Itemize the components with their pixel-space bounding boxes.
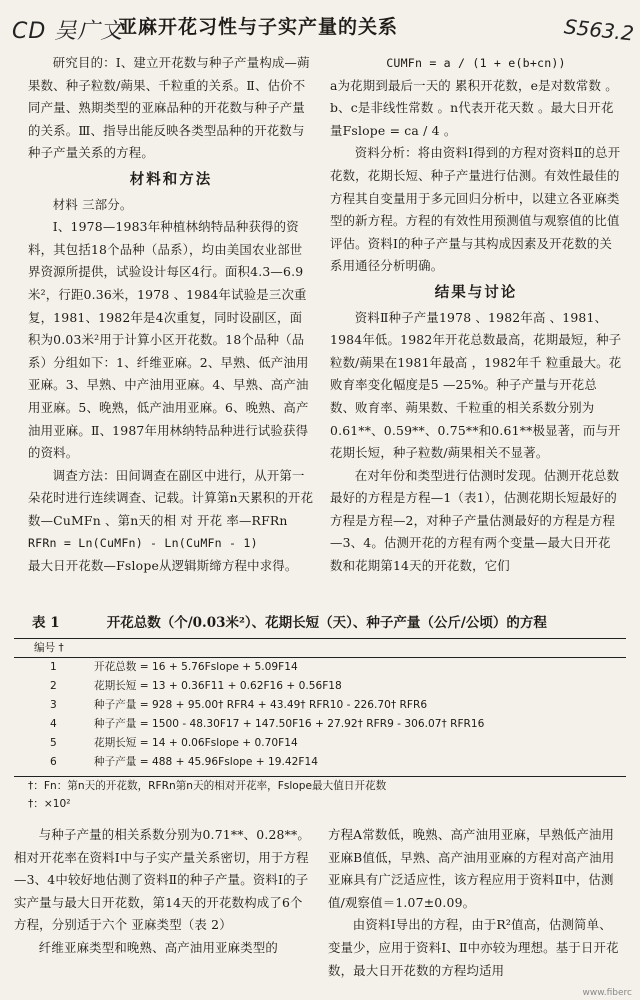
bottom-right-column: [328, 824, 624, 982]
materials-line: 材料 三部分。: [52, 196, 133, 212]
bottom-left-column: [14, 824, 312, 960]
handwritten-annotation-left: CD 吴广文: [12, 19, 124, 44]
table-row-equation: 种子产量 = 1500 - 48.30F17 + 147.50F16 + 27.92† RFR9 - 306.07† RFR16: [94, 718, 485, 730]
table-row-equation: 种子产量 = 488 + 45.96Fslope + 19.42F14: [94, 756, 318, 768]
handwritten-annotation-right: S563.2: [562, 14, 636, 46]
table-note-1: †：Fn：第n天的开花数，RFRn第n天的相对开花率，Fslope最大值日开花数: [28, 780, 387, 792]
table-row: [14, 715, 626, 734]
table-number: 表 1: [32, 615, 60, 631]
table-row-equation: 种子产量 = 928 + 95.00† RFR4 + 43.49† RFR10 - 226.70† RFR6: [94, 699, 428, 711]
table-row: [14, 753, 626, 772]
results-paragraph-1: 资料Ⅱ种子产量1978 、1982年高 、1981、1984年低。1982年开花总数最高，花期最短，种子粒数/蒴果在1981年最高 ，1982年千 粒重最大。花败育率变化幅度是5 —25%。种子产量与开花总数、败育率、蒴果数、千粒重的相关系数分别为0.61**、0.59**、0.75**和0.61**极显著，而与开花期长短，种子粒数/蒴果相关不显著。: [330, 309, 622, 461]
survey-method-paragraph: 调查方法：田间调查在副区中进行，从开第一朵花时进行连续调查、记载。计算第n天累积的开花数—CuMFn 、第n天的相 对 开花 率—RFRn: [28, 467, 314, 528]
table-row-number: 1: [50, 661, 57, 673]
table-row-number: 3: [50, 699, 57, 711]
table-row: [14, 677, 626, 696]
table-row-equation: 花期长短 = 14 + 0.06Fslope + 0.70F14: [94, 737, 298, 749]
bottom-right-paragraph-2: 由资料Ⅰ导出的方程，由于R²值高，估测简单、变量少，应用于资料Ⅰ、Ⅱ中亦较为理想。基于日开花数，最大日开花数的方程均适用: [328, 917, 619, 978]
table-caption: [14, 612, 626, 634]
article-title: 亚麻开花习性与子实产量的关系: [118, 16, 399, 38]
table-row: [14, 658, 626, 677]
rfr-formula: RFRn = Ln(CuMFn) - Ln(CuMFn - 1): [28, 536, 258, 551]
results-paragraph-2: 在对年份和类型进行估测时发现。估测开花总数最好的方程是方程—1（表1），估测花期长短最好的方程是方程—2，对种子产量估测最好的方程是方程—3、4。估测开花的方程有两个变量—最大日开花数和花期第14天的开花数，它们: [330, 467, 620, 574]
fslope-sentence: 最大日开花数—Fslope从逻辑斯缔方程中求得。: [28, 558, 298, 574]
left-column: [28, 52, 314, 578]
table-row: [14, 696, 626, 715]
bottom-left-paragraph-2: 纤维亚麻类型和晚熟、高产油用亚麻类型的: [38, 939, 279, 955]
table-body: [14, 658, 626, 772]
table-header: 编号 †: [34, 642, 64, 654]
table-row: [14, 734, 626, 753]
intro-paragraph: 研究目的：Ⅰ、建立开花数与种子产量构成—蒴果数、种子粒数/蒴果、千粒重的关系。Ⅱ、估价不同产量、熟期类型的亚麻品种的开花数与种子产量的关系。Ⅲ、指导出能反映各类型品种的开花数与种子产量关系的方程。: [28, 55, 310, 161]
table-row-number: 4: [50, 718, 57, 730]
results-heading: 结果与讨论: [434, 283, 518, 301]
table-row-equation: 开花总数 = 16 + 5.76Fslope + 5.09F14: [94, 661, 298, 673]
methods-heading: 材料和方法: [129, 170, 213, 188]
logistic-equation: CUMFn = a / (1 + e(b+cn)): [386, 56, 566, 70]
table-row-equation: 花期长短 = 13 + 0.36F11 + 0.62F16 + 0.56F18: [94, 680, 342, 692]
table-caption-text: 开花总数（个/0.03米²）、花期长短（天）、种子产量（公斤/公顷）的方程: [106, 615, 547, 631]
right-column: [330, 52, 622, 578]
equation-explanation: a为花期到最后一天的 累积开花数，e是对数常数 。b、c是非线性常数 。n代表开花天数 。最大日开花量Fslope = ca / 4 。: [330, 77, 618, 138]
table-row-number: 5: [50, 737, 57, 749]
bottom-right-paragraph: 方程A常数低，晚熟、高产油用亚麻，早熟低产油用亚麻B值低，早熟、高产油用亚麻的方程对高产油用亚麻具有广泛适应性，该方程应用于资料Ⅱ中，估测值/观察值＝1.07±0.09。: [328, 827, 615, 910]
table-row-number: 6: [50, 756, 57, 768]
bottom-left-paragraph: 与种子产量的相关系数分别为0.71**、0.28**。相对开花率在资料Ⅰ中与子实产量关系密切，用于方程—3、4中较好地估测了资料Ⅱ的种子产量。资料Ⅰ的子实产量与最大日开花数，第14天的开花数构成了6个方程，分别适于六个 亚麻类型（表 2）: [14, 827, 311, 933]
table-note-2: †：×10²: [28, 798, 71, 810]
materials-paragraph: Ⅰ、1978—1983年种植林纳特品种获得的资料，其包括18个品种（品系），均由美国农业部世界资源所提供，试验设计每区4行。面积4.3—6.9米²，行距0.36米，1978 、1984年试验是三次重复，1981、1982年是4次重复，同时设副区，面积为0.03米²用于计算小区开花数。18个品种（品系）分组如下：1、纤维亚麻。2、早熟、低产油用亚麻。3、早熟、中产油用亚麻。4、早熟、高产油用亚麻。5、晚熟，低产油用亚麻。6、晚熟、高产油用亚麻。Ⅱ、1987年用林纳特品种进行试验获得的资料。: [28, 219, 309, 461]
watermark: www.fiberc: [582, 988, 632, 998]
data-analysis-paragraph: 资料分析：将由资料Ⅰ得到的方程对资料Ⅱ的总开花数，花期长短、种子产量进行估测。有效性最佳的方程其自变量用于多元回归分析中，以建立各亚麻类型的新方程。方程的有效性用预测值与观察值的比值评估。资料Ⅰ的种子产量与其构成因素及开花数的关系用通径分析明确。: [330, 145, 621, 274]
table-row-number: 2: [50, 680, 57, 692]
table-1: [14, 612, 626, 813]
